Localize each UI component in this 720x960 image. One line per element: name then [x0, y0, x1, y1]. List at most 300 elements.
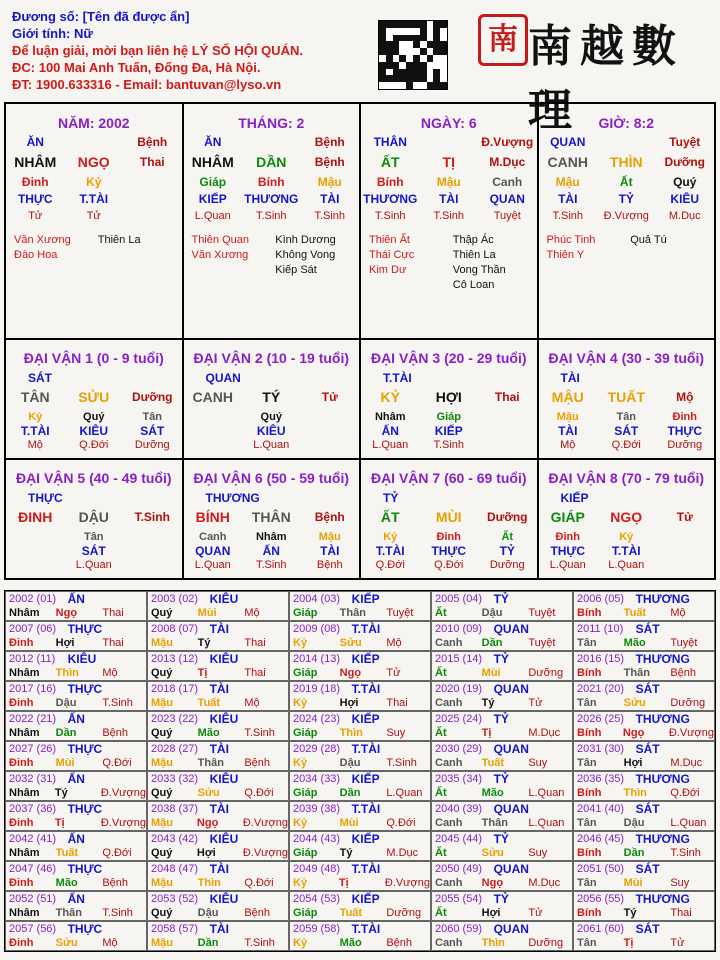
year-god: THƯƠNG: [635, 592, 690, 606]
year-cell: [147, 621, 289, 651]
year-god: QUAN: [493, 922, 529, 936]
year-label: 2015 (14): [435, 653, 483, 665]
branch-stage: Bệnh: [314, 155, 345, 169]
hidden-stem: Đinh: [436, 531, 461, 543]
year-stem: Kỷ: [293, 637, 308, 649]
year-stem: Tân: [577, 937, 597, 949]
year-stem: Ất: [435, 787, 447, 799]
year-label: 2025 (24): [435, 713, 483, 725]
dai-van-title: ĐẠI VẬN 5 (40 - 49 tuổi): [15, 470, 172, 486]
year-branch: Ngọ: [339, 667, 362, 679]
hidden-stage: L.Quan: [253, 439, 290, 451]
year-label: 2035 (34): [435, 773, 483, 785]
star-good: Văn Xương: [14, 234, 71, 246]
year-cell: [289, 771, 431, 801]
year-label: 2037 (36): [9, 803, 57, 815]
year-god: T.TÀI: [351, 922, 381, 936]
year-stage: Mộ: [102, 937, 118, 949]
dai-van-cell: [6, 340, 184, 458]
year-god: QUAN: [493, 802, 529, 816]
qr-code-icon: [378, 20, 448, 90]
year-god: TÀI: [209, 802, 229, 816]
gender: Giới tính: Nữ: [12, 26, 93, 41]
year-label: 2013 (12): [151, 653, 199, 665]
year-stem: Mậu: [151, 757, 173, 769]
hidden-stem: Đinh: [555, 531, 580, 543]
spacer: [597, 134, 656, 151]
hidden-stem: Bính: [376, 175, 404, 189]
year-label: 2023 (22): [151, 713, 199, 725]
year-stem: Quý: [151, 907, 173, 919]
year-stage: Q.Đới: [102, 847, 132, 859]
hidden-stage: Bệnh: [316, 559, 343, 571]
year-stage: Bệnh: [244, 757, 271, 769]
hidden-god: THƯƠNG: [363, 192, 418, 206]
hidden-stem: Canh: [492, 175, 523, 189]
earthly-branch: THÌN: [609, 154, 643, 170]
year-stem: Quý: [151, 787, 173, 799]
hidden-stem: [123, 530, 182, 544]
year-branch: Hợi: [481, 907, 501, 919]
year-stage: M.Dục: [386, 847, 419, 859]
year-stem: Nhâm: [9, 907, 40, 919]
year-stage: Tuyệt: [386, 607, 414, 619]
year-stem: Giáp: [293, 847, 318, 859]
pillar-stage: Đ.Vượng: [481, 135, 534, 149]
year-label: 2026 (25): [577, 713, 625, 725]
year-label: 2052 (51): [9, 893, 57, 905]
dai-van-stem: ẤT: [380, 509, 400, 525]
hidden-stem: [301, 410, 360, 424]
year-label: 2055 (54): [435, 893, 483, 905]
year-stage: Đ.Vượng: [100, 787, 146, 799]
hidden-stage: L.Quan: [75, 559, 112, 571]
year-stem: Ất: [435, 907, 447, 919]
star-bad: Thiên La: [452, 249, 496, 261]
year-stem: Kỷ: [293, 937, 308, 949]
address: ĐC: 100 Mai Anh Tuấn, Đống Đa, Hà Nội.: [12, 60, 261, 75]
hidden-stem: Quý: [673, 175, 697, 189]
year-label: 2053 (52): [151, 893, 199, 905]
year-cell: [5, 651, 147, 681]
year-branch: Mùi: [481, 667, 501, 679]
year-cell: [431, 921, 573, 951]
year-branch: Thìn: [55, 667, 79, 679]
year-stage: L.Quan: [386, 787, 423, 799]
dai-van-branch: NGỌ: [610, 509, 643, 525]
dai-van-stem: ĐINH: [18, 509, 53, 525]
year-label: 2060 (59): [435, 923, 483, 935]
hidden-god: [123, 191, 182, 208]
year-god: TỶ: [493, 832, 509, 846]
hidden-god: T.TÀI: [79, 192, 109, 206]
year-label: 2007 (06): [9, 623, 57, 635]
year-stem: Mậu: [151, 877, 173, 889]
year-stem: Bính: [577, 607, 602, 619]
year-stage: Q.Đới: [386, 817, 416, 829]
hidden-stem: Tân: [616, 411, 637, 423]
hidden-god: TÀI: [558, 192, 578, 206]
year-branch: Tị: [623, 937, 634, 949]
hidden-stage: Mộ: [27, 439, 43, 451]
year-cell: [5, 591, 147, 621]
hidden-stem: Tân: [142, 411, 163, 423]
year-label: 2059 (58): [293, 923, 341, 935]
dai-van-cell: [184, 460, 362, 578]
star-bad: Thập Ác: [452, 234, 494, 246]
year-stage: Dưỡng: [386, 907, 422, 919]
dai-van-title: ĐẠI VẬN 2 (10 - 19 tuổi): [193, 350, 350, 366]
year-label: 2044 (43): [293, 833, 341, 845]
year-label: 2031 (30): [577, 743, 625, 755]
year-god: KIÊU: [209, 592, 239, 606]
year-label: 2040 (39): [435, 803, 483, 815]
year-branch: Tị: [197, 667, 208, 679]
year-branch: Tý: [54, 787, 68, 799]
year-label: 2056 (55): [577, 893, 625, 905]
dai-van-branch: TÝ: [262, 389, 281, 405]
year-god: ẤN: [67, 772, 85, 786]
year-god: T.TÀI: [351, 742, 381, 756]
hidden-god: SÁT: [140, 424, 165, 438]
four-pillars-panel: [4, 102, 716, 340]
year-stage: Q.Đới: [102, 757, 132, 769]
year-stage: Bệnh: [670, 667, 697, 679]
year-branch: Mùi: [339, 817, 359, 829]
phone-email: ĐT: 1900.633316 - Email: bantuvan@lyso.vn: [12, 77, 282, 92]
dai-van-stem: BÍNH: [195, 509, 230, 525]
pillar-god: ĂN: [26, 135, 44, 149]
pillar-stage: Bệnh: [137, 135, 168, 149]
year-god: KIÊU: [67, 652, 97, 666]
year-stem: Bính: [577, 787, 602, 799]
dai-van-row-1: [4, 340, 716, 460]
year-branch: Mão: [197, 727, 220, 739]
year-stage: Mộ: [244, 697, 260, 709]
dai-van-cell: [6, 460, 184, 578]
year-branch: Mão: [623, 637, 646, 649]
hidden-stage: Mộ: [560, 439, 576, 451]
year-branch: Tuất: [55, 847, 79, 859]
year-god: SÁT: [635, 622, 660, 636]
year-label: 2022 (21): [9, 713, 57, 725]
year-stage: Tử: [528, 697, 543, 709]
star-bad: Kình Dương: [275, 234, 336, 246]
year-cell: [5, 681, 147, 711]
year-stem: Nhâm: [9, 667, 40, 679]
year-branch: Mão: [55, 877, 78, 889]
star-bad: Quả Tú: [630, 234, 667, 246]
year-stem: Canh: [435, 697, 463, 709]
year-stage: Q.Đới: [244, 787, 274, 799]
spacer: [65, 134, 124, 151]
branch-stage: Dưỡng: [664, 155, 706, 169]
year-stem: Đinh: [9, 697, 34, 709]
hidden-stage: T.Sinh: [433, 439, 465, 451]
hidden-stem: Giáp: [199, 175, 227, 189]
year-stage: Suy: [386, 727, 406, 739]
dai-van-cell: [361, 340, 539, 458]
header: [12, 8, 372, 93]
year-stem: Mậu: [151, 697, 173, 709]
year-cell: [573, 621, 715, 651]
year-cell: [573, 711, 715, 741]
year-branch: Sửu: [623, 697, 646, 709]
hidden-stage: L.Quan: [194, 559, 231, 571]
year-god: TÀI: [209, 922, 229, 936]
hidden-stem: [123, 174, 182, 191]
year-stem: Nhâm: [9, 847, 40, 859]
hidden-stem: Kỷ: [86, 175, 102, 189]
earthly-branch: TỊ: [442, 154, 455, 170]
year-label: 2006 (05): [577, 593, 625, 605]
contact-note: Để luận giải, mời bạn liên hệ LÝ SỐ HỘI QUÁN.: [12, 43, 303, 58]
year-god: T.TÀI: [351, 682, 381, 696]
year-stem: Đinh: [9, 877, 34, 889]
year-god: TÀI: [209, 862, 229, 876]
year-label: 2017 (16): [9, 683, 57, 695]
year-god: QUAN: [493, 622, 529, 636]
year-label: 2028 (27): [151, 743, 199, 755]
hidden-stem: Canh: [199, 531, 227, 543]
hidden-stem: Ất: [619, 175, 633, 189]
star-good: Kim Dư: [369, 264, 407, 276]
year-branch: Tý: [339, 847, 353, 859]
subject-name: Đương số: [Tên đã được ẩn]: [12, 9, 190, 24]
year-cell: [5, 831, 147, 861]
hidden-god: THƯƠNG: [244, 192, 299, 206]
hidden-stage: T.Sinh: [314, 210, 346, 222]
dai-van-stage: Thai: [494, 390, 520, 404]
hidden-stem: Đinh: [21, 175, 49, 189]
year-label: 2034 (33): [293, 773, 341, 785]
year-stage: Thai: [670, 907, 692, 919]
year-stem: Kỷ: [293, 877, 308, 889]
year-branch: Tuất: [481, 757, 505, 769]
year-branch: Dần: [339, 787, 361, 799]
hidden-god: [123, 544, 182, 558]
year-god: THƯƠNG: [635, 892, 690, 906]
hidden-stage: L.Quan: [549, 559, 586, 571]
star-bad: Không Vong: [275, 249, 336, 261]
year-branch: Tuất: [339, 907, 363, 919]
year-label: 2005 (04): [435, 593, 483, 605]
hidden-god: ẤN: [381, 424, 399, 438]
dai-van-stage: Bệnh: [314, 510, 345, 524]
year-stem: Nhâm: [9, 607, 40, 619]
year-stage: Tuyệt: [670, 637, 698, 649]
year-cell: [431, 621, 573, 651]
year-stem: Bính: [577, 847, 602, 859]
dai-van-stage: Dưỡng: [486, 510, 528, 524]
year-label: 2004 (03): [293, 593, 341, 605]
year-stem: Kỷ: [293, 697, 308, 709]
year-label: 2011 (10): [577, 623, 624, 635]
hidden-stem: Mậu: [317, 175, 342, 189]
year-stage: Bệnh: [102, 877, 129, 889]
hidden-god: THỰC: [667, 424, 703, 438]
year-stem: Tân: [577, 697, 597, 709]
hidden-god: T.TÀI: [20, 424, 50, 438]
year-cell: [431, 891, 573, 921]
year-label: 2061 (60): [577, 923, 625, 935]
hidden-god: [301, 424, 360, 438]
year-cell: [289, 891, 431, 921]
year-cell: [289, 621, 431, 651]
year-cell: [5, 921, 147, 951]
year-god: KIẾP: [351, 832, 380, 846]
year-stem: Ất: [435, 847, 447, 859]
hidden-stage: Q.Đới: [375, 559, 405, 571]
hidden-god: TÀI: [439, 192, 459, 206]
year-stem: Kỷ: [293, 817, 308, 829]
year-cell: [147, 681, 289, 711]
year-god: SÁT: [635, 802, 660, 816]
hidden-stem: Nhâm: [374, 411, 406, 423]
earthly-branch: DẦN: [256, 154, 287, 170]
dai-van-stage: Tử: [676, 510, 693, 524]
dai-van-god: TÀI: [560, 371, 580, 385]
year-branch: Ngọ: [481, 877, 504, 889]
year-stem: Canh: [435, 757, 463, 769]
year-stage: T.Sinh: [244, 727, 275, 739]
year-god: KIẾP: [351, 712, 380, 726]
hidden-stem: Kỷ: [28, 411, 43, 423]
year-stage: Dưỡng: [528, 937, 564, 949]
year-cell: [289, 591, 431, 621]
year-stage: Thai: [244, 637, 266, 649]
year-stage: Q.Đới: [244, 877, 274, 889]
year-label: 2009 (08): [293, 623, 341, 635]
year-god: KIÊU: [209, 712, 239, 726]
star-good: Phúc Tinh: [546, 234, 596, 246]
hidden-god: KIÊU: [670, 192, 700, 206]
year-stem: Giáp: [293, 787, 318, 799]
year-stem: Bính: [577, 727, 602, 739]
dai-van-god: TỶ: [383, 491, 399, 505]
year-label: 2019 (18): [293, 683, 341, 695]
year-god: T.TÀI: [351, 622, 381, 636]
year-label: 2046 (45): [577, 833, 625, 845]
year-branch: Sửu: [481, 847, 504, 859]
pillar-stage: Bệnh: [314, 135, 345, 149]
hidden-stem: Kỷ: [383, 531, 398, 543]
hidden-god: T.TÀI: [375, 544, 405, 558]
year-label: 2033 (32): [151, 773, 199, 785]
year-label: 2002 (01): [9, 593, 57, 605]
heavenly-stem: CANH: [547, 154, 588, 170]
pillar-god: ĂN: [204, 135, 222, 149]
year-branch: Mùi: [623, 877, 643, 889]
hidden-god: [656, 544, 715, 558]
year-label: 2038 (37): [151, 803, 199, 815]
hidden-god: QUAN: [489, 192, 525, 206]
year-god: THỰC: [67, 682, 103, 696]
hidden-god: ẤN: [262, 544, 280, 558]
year-stem: Giáp: [293, 667, 318, 679]
year-god: TỶ: [493, 712, 509, 726]
hidden-god: KIÊU: [79, 424, 109, 438]
year-label: 2014 (13): [293, 653, 341, 665]
year-stage: Đ.Vượng: [668, 727, 714, 739]
dai-van-cell: [184, 340, 362, 458]
year-label: 2012 (11): [9, 653, 56, 665]
hidden-stage: [123, 558, 182, 572]
dai-van-title: ĐẠI VẬN 7 (60 - 69 tuổi): [370, 470, 527, 486]
year-god: ẤN: [67, 592, 85, 606]
year-stage: L.Quan: [670, 817, 707, 829]
year-god: KIẾP: [351, 772, 380, 786]
year-branch: Dần: [55, 727, 77, 739]
year-stem: Tân: [577, 637, 597, 649]
year-cell: [289, 681, 431, 711]
year-cell: [147, 651, 289, 681]
year-god: THƯƠNG: [635, 652, 690, 666]
year-stem: Quý: [151, 847, 173, 859]
year-god: THỰC: [67, 742, 103, 756]
year-god: TÀI: [209, 742, 229, 756]
year-branch: Thân: [623, 667, 650, 679]
hidden-stage: [184, 438, 243, 452]
year-cell: [573, 651, 715, 681]
year-branch: Thìn: [481, 937, 505, 949]
year-stage: Tử: [670, 937, 685, 949]
hidden-stem: Nhâm: [255, 531, 287, 543]
hidden-stage: L.Quan: [194, 210, 231, 222]
year-stage: Dưỡng: [670, 697, 706, 709]
year-stage: Suy: [528, 757, 548, 769]
hidden-god: TỶ: [618, 192, 634, 206]
dai-van-title: ĐẠI VẬN 3 (20 - 29 tuổi): [370, 350, 527, 366]
year-cell: [573, 921, 715, 951]
annual-luck-grid: [4, 590, 716, 952]
dai-van-branch: THÂN: [251, 509, 291, 525]
hidden-god: QUAN: [195, 544, 231, 558]
star-bad: Thiên La: [97, 234, 141, 246]
year-branch: Thân: [339, 607, 366, 619]
hidden-god: THỰC: [550, 544, 586, 558]
hidden-stage: L.Quan: [608, 559, 645, 571]
year-label: 2045 (44): [435, 833, 483, 845]
year-cell: [431, 801, 573, 831]
year-cell: [289, 651, 431, 681]
year-god: TỶ: [493, 772, 509, 786]
year-label: 2016 (15): [577, 653, 625, 665]
year-label: 2039 (38): [293, 803, 341, 815]
heavenly-stem: ẤT: [380, 154, 400, 170]
year-cell: [289, 741, 431, 771]
year-god: TÀI: [209, 622, 229, 636]
year-stage: Thai: [386, 697, 408, 709]
hidden-stem: Mậu: [556, 411, 579, 423]
year-branch: Tý: [197, 637, 211, 649]
year-god: KIÊU: [209, 652, 239, 666]
year-cell: [431, 771, 573, 801]
hidden-stage: [301, 438, 360, 452]
year-stage: Đ.Vượng: [384, 877, 430, 889]
dai-van-title: ĐẠI VẬN 8 (70 - 79 tuổi): [548, 470, 705, 486]
year-cell: [289, 921, 431, 951]
year-stem: Giáp: [293, 907, 318, 919]
year-branch: Mão: [481, 787, 504, 799]
dai-van-god: THƯƠNG: [205, 491, 260, 505]
year-cell: [5, 891, 147, 921]
year-label: 2047 (46): [9, 863, 57, 875]
year-god: T.TÀI: [351, 862, 381, 876]
year-god: THỰC: [67, 862, 103, 876]
year-label: 2024 (23): [293, 713, 341, 725]
spacer: [420, 134, 479, 151]
